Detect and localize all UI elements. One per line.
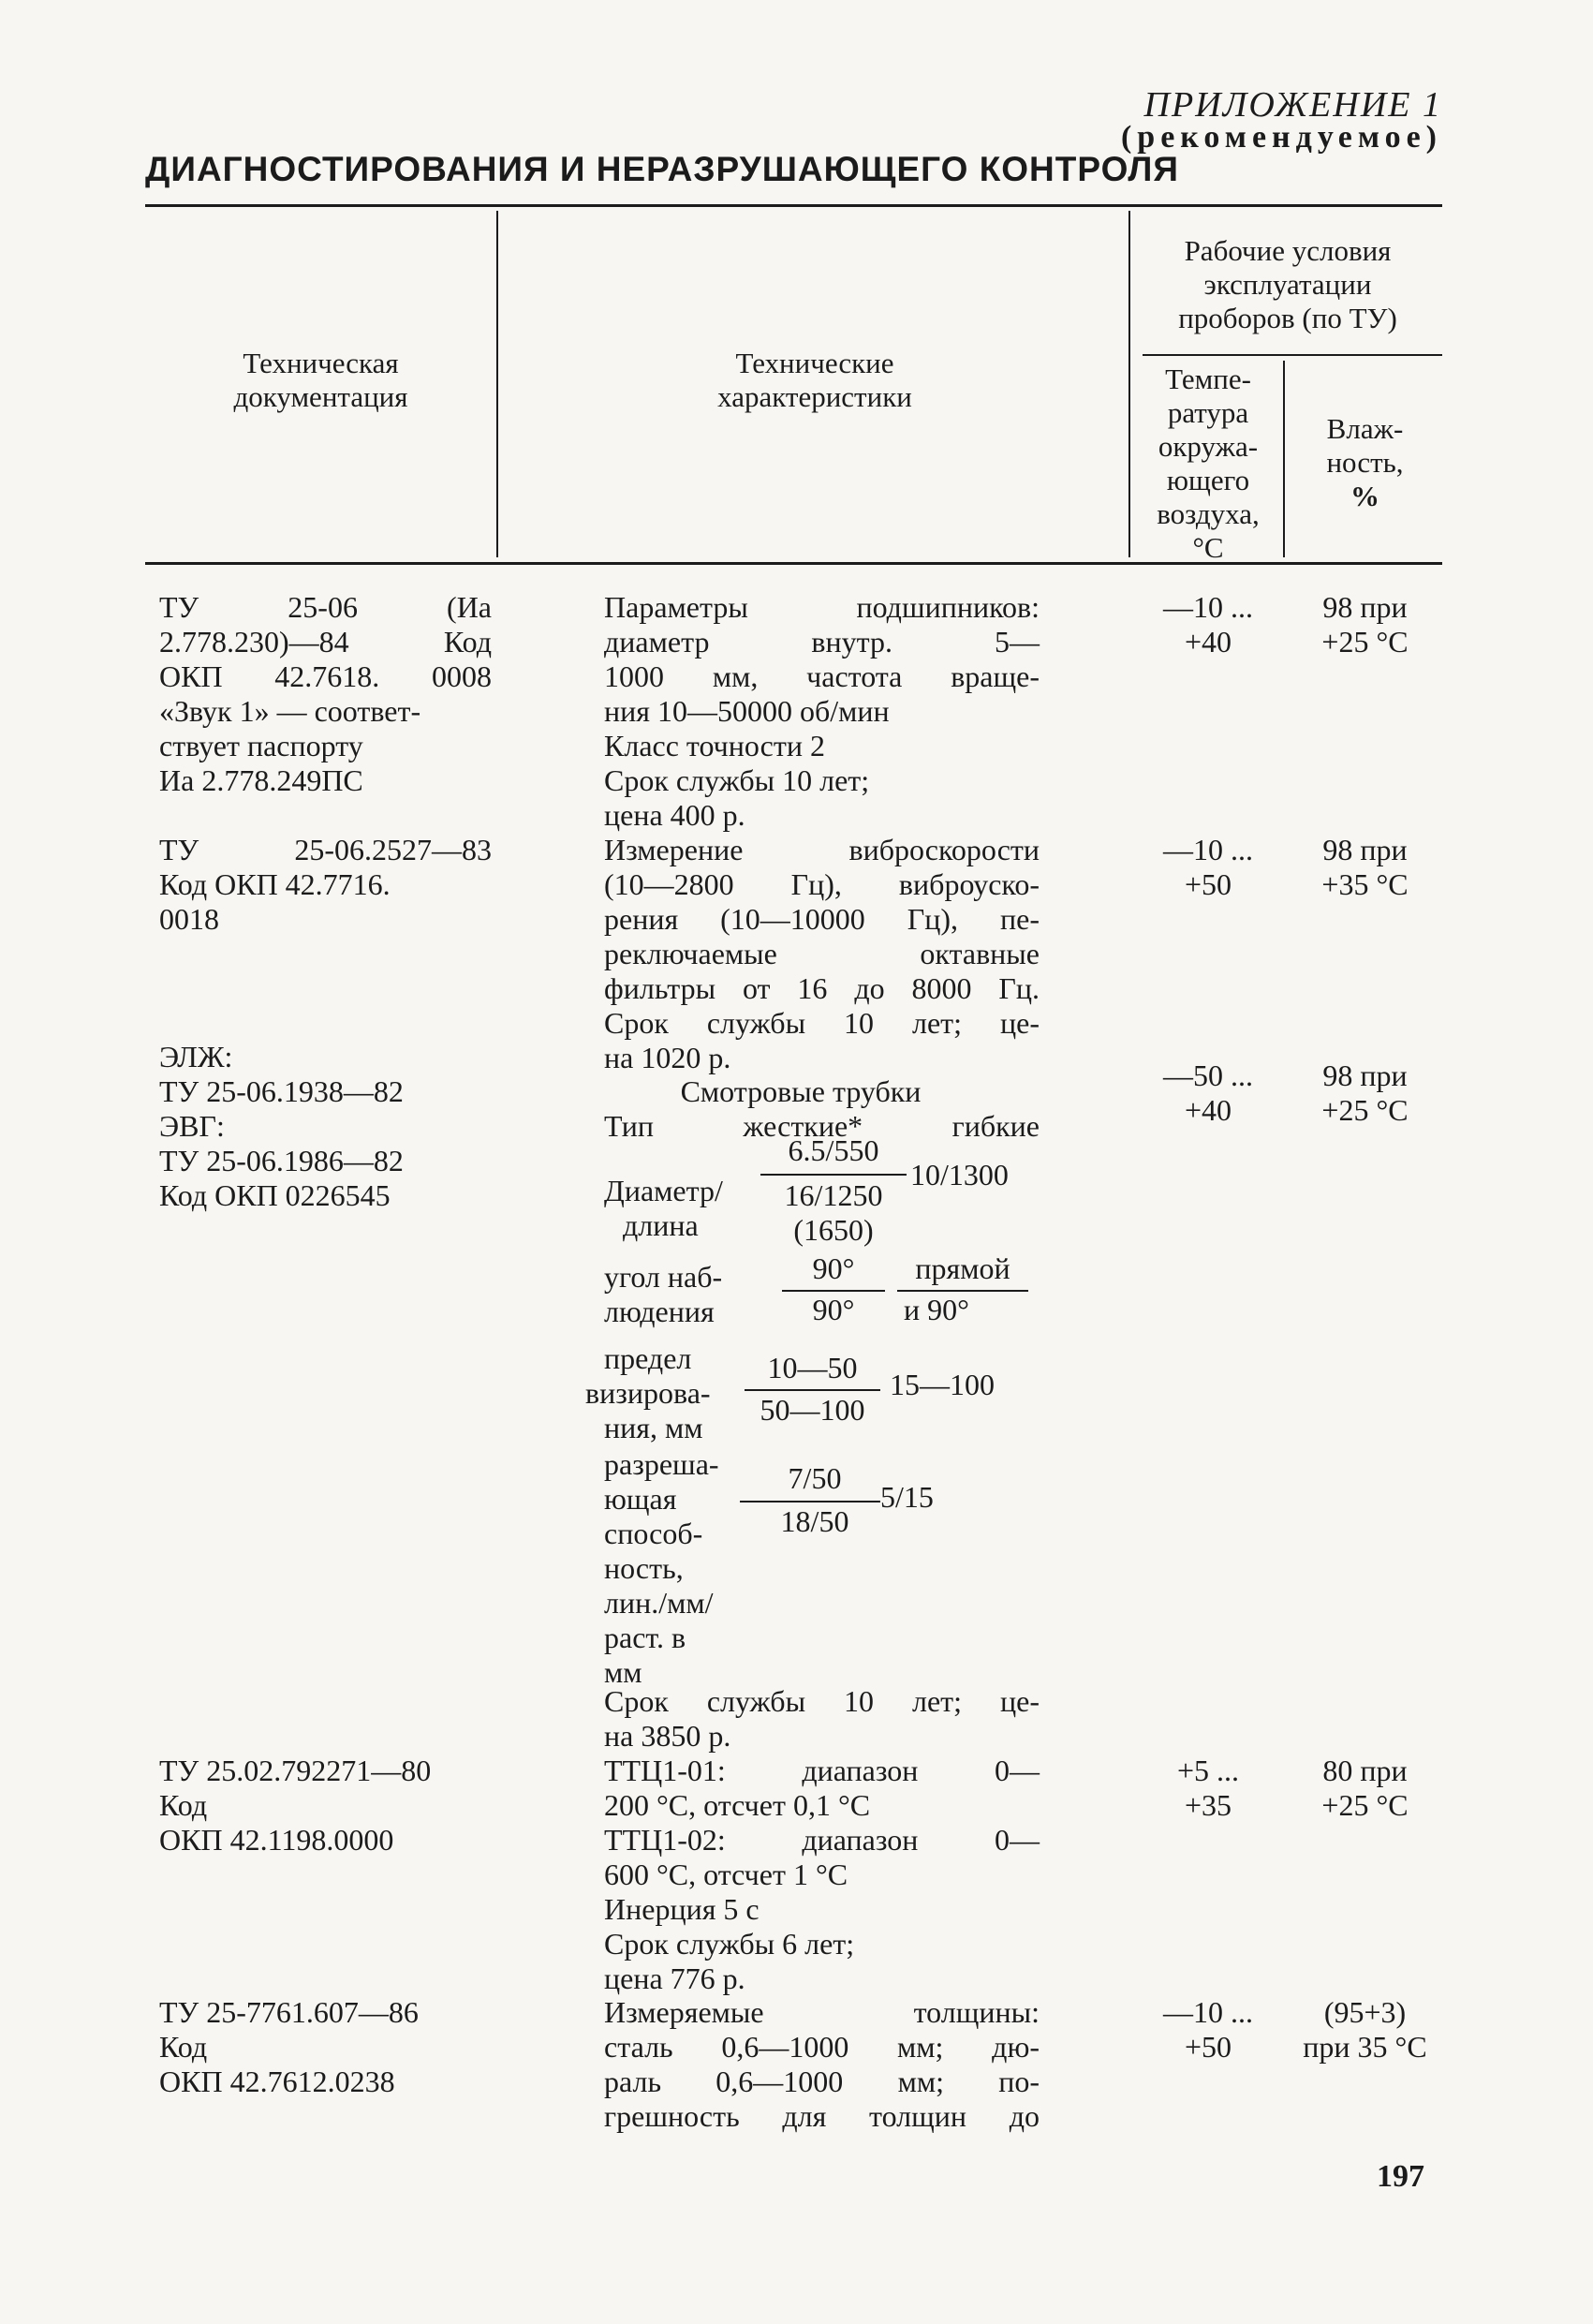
header-hum-line: ность, <box>1326 446 1404 479</box>
row1-doc <box>159 590 492 798</box>
row3-hum-line: +25 °С <box>1321 1093 1409 1127</box>
row2-doc <box>159 833 492 937</box>
header-temp-line: ющего <box>1166 464 1250 496</box>
header-hum-line: Влаж- <box>1326 412 1404 445</box>
row3-doc-line: ЭЛЖ: <box>159 1040 233 1073</box>
diameter-denominator: 16/1250 <box>784 1178 883 1212</box>
range-label-line: ния, мм <box>604 1411 703 1444</box>
row1-hum <box>1288 590 1442 659</box>
table-top-rule <box>145 204 1442 207</box>
resolution-fraction-bar <box>740 1501 880 1502</box>
row5-temp <box>1133 1995 1283 2065</box>
row1-doc-line: 2.778.230)—84 Код <box>159 625 492 659</box>
row2-tech-line: реключаемые октавные <box>604 937 1040 970</box>
diameter-label-line: Диаметр/ <box>604 1174 723 1207</box>
row2-tech-line: рения (10—10000 Гц), пе- <box>604 902 1040 936</box>
row1-temp-line: +40 <box>1184 625 1232 659</box>
header-hum <box>1288 412 1442 513</box>
row4-temp-line: +5 ... <box>1176 1754 1240 1787</box>
type-rigid: жесткие* <box>743 1109 863 1143</box>
row3-tech-tail-line: на 3850 р. <box>604 1719 731 1753</box>
row2-temp-line: —10 ... <box>1163 833 1253 866</box>
row2-hum <box>1288 833 1442 902</box>
row1-tech-line: Срок службы 10 лет; <box>604 763 870 797</box>
appendix-subtitle: (рекомендуемое) <box>1120 120 1442 155</box>
range-label <box>585 1341 745 1445</box>
header-tech <box>506 347 1124 414</box>
resolution-label <box>604 1447 754 1690</box>
row2-tech-line: на 1020 р. <box>604 1041 731 1074</box>
range-flexible: 15—100 <box>890 1368 995 1401</box>
row4-doc-line: ТУ 25.02.792271—80 <box>159 1754 432 1787</box>
header-temp-line: °С <box>1192 531 1224 564</box>
row3-hum <box>1288 1058 1442 1128</box>
header-doc-line: Техническая <box>243 347 399 379</box>
row2-temp-line: +50 <box>1184 867 1232 901</box>
diameter-numerator: 6.5/550 <box>788 1133 879 1167</box>
row3-temp-line: +40 <box>1184 1093 1232 1127</box>
resolution-flexible: 5/15 <box>880 1480 934 1514</box>
row1-temp-line: —10 ... <box>1163 590 1253 624</box>
resolution-label-line: ющая <box>604 1482 677 1516</box>
diameter-label <box>604 1174 782 1243</box>
row4-tech-line: ТТЦ1-01: диапазон 0— <box>604 1754 1040 1787</box>
header-temp-line: ратура <box>1167 396 1249 429</box>
diameter-denominator-2: (1650) <box>793 1213 874 1247</box>
header-tech-line: Технические <box>735 347 894 379</box>
section-title: ДИАГНОСТИРОВАНИЯ И НЕРАЗРУШАЮЩЕГО КОНТРОЛЯ <box>145 150 1179 188</box>
resolution-label-line: лин./мм/ <box>604 1586 714 1620</box>
resolution-label-line: ность, <box>604 1551 684 1585</box>
row1-doc-line: ТУ 25-06 (Иа <box>159 590 492 624</box>
row4-tech-line: 600 °С, отсчет 1 °С <box>604 1858 848 1891</box>
row4-doc <box>159 1754 492 1858</box>
header-conditions-line: эксплуатации <box>1203 268 1372 301</box>
header-conditions-line: Рабочие условия <box>1184 234 1392 267</box>
row4-tech-line: ТТЦ1-02: диапазон 0— <box>604 1823 1040 1857</box>
row4-doc-line: ОКП 42.1198.0000 <box>159 1823 394 1857</box>
conditions-underline <box>1143 354 1442 356</box>
range-fraction-bar <box>745 1389 880 1391</box>
type-flexible: гибкие <box>951 1109 1040 1143</box>
row5-tech-line: раль 0,6—1000 мм; по- <box>604 2065 1040 2098</box>
row1-doc-line: ОКП 42.7618. 0008 <box>159 659 492 693</box>
angle-numerator: 90° <box>812 1251 855 1285</box>
row3-doc-line: ЭВГ: <box>159 1109 225 1143</box>
row1-tech-line: цена 400 р. <box>604 798 745 832</box>
row3-hum-line: 98 при <box>1322 1058 1408 1092</box>
row1-tech-line: Класс точности 2 <box>604 729 825 762</box>
row3-tech-title: Смотровые трубки <box>680 1074 922 1108</box>
header-temp-line: окружа- <box>1158 430 1259 463</box>
angle-flexible-bar <box>897 1290 1028 1292</box>
angle-flexible-numerator: прямой <box>915 1251 1010 1285</box>
row5-tech-line: Измеряемые толщины: <box>604 1995 1040 2029</box>
diameter-flexible: 10/1300 <box>910 1158 1009 1192</box>
header-doc <box>150 347 492 414</box>
row1-tech-line: диаметр внутр. 5— <box>604 625 1040 659</box>
row3-temp-line: —50 ... <box>1163 1058 1253 1092</box>
row2-doc-line: Код ОКП 42.7716. <box>159 867 391 901</box>
row2-tech-line: Срок службы 10 лет; це- <box>604 1006 1040 1040</box>
row5-temp-line: —10 ... <box>1163 1995 1253 2029</box>
resolution-label-line: разреша- <box>604 1447 719 1481</box>
resolution-label-line: способ- <box>604 1517 703 1550</box>
resolution-numerator: 7/50 <box>788 1461 842 1495</box>
angle-denominator: 90° <box>812 1293 855 1326</box>
row5-doc-line: ТУ 25-7761.607—86 <box>159 1995 419 2029</box>
appendix-label: ПРИЛОЖЕНИЕ 1 <box>1143 85 1442 125</box>
row3-doc-line: Код ОКП 0226545 <box>159 1178 391 1212</box>
row4-tech-line: цена 776 р. <box>604 1961 745 1995</box>
row4-tech-line: Срок службы 6 лет; <box>604 1927 855 1961</box>
row2-hum-line: +35 °С <box>1321 867 1409 901</box>
diameter-fraction-bar <box>760 1174 907 1176</box>
header-tech-line: характеристики <box>717 380 912 413</box>
row4-temp-line: +35 <box>1184 1788 1232 1822</box>
row4-tech-line: 200 °С, отсчет 0,1 °С <box>604 1788 871 1822</box>
header-conditions <box>1133 234 1442 335</box>
page-number: 197 <box>1377 2159 1424 2194</box>
range-denominator: 50—100 <box>760 1393 865 1427</box>
row2-tech-line: Измерение виброскорости <box>604 833 1040 866</box>
row1-doc-line: Иа 2.778.249ПС <box>159 763 363 797</box>
column-divider-3 <box>1283 361 1285 557</box>
row5-doc-line: Код <box>159 2030 208 2064</box>
row1-tech-line: Параметры подшипников: <box>604 590 1040 624</box>
row5-doc <box>159 1995 492 2099</box>
row5-hum <box>1288 1995 1442 2065</box>
row3-tech-tail <box>604 1684 1040 1754</box>
header-temp-line: воздуха, <box>1157 497 1260 530</box>
range-label-line: предел <box>604 1341 692 1375</box>
row1-tech <box>604 590 1040 833</box>
row1-doc-line: ствует паспорту <box>159 729 363 762</box>
row5-doc-line: ОКП 42.7612.0238 <box>159 2065 395 2098</box>
row5-temp-line: +50 <box>1184 2030 1232 2064</box>
row4-tech-line: Инерция 5 с <box>604 1892 760 1926</box>
row5-tech-line: сталь 0,6—1000 мм; дю- <box>604 2030 1040 2064</box>
row4-hum-line: 80 при <box>1322 1754 1408 1787</box>
row4-temp <box>1133 1754 1283 1823</box>
row3-temp <box>1133 1058 1283 1128</box>
row1-hum-line: 98 при <box>1322 590 1408 624</box>
row3-doc-line: ТУ 25-06.1986—82 <box>159 1144 404 1177</box>
row1-temp <box>1133 590 1283 659</box>
row4-hum <box>1288 1754 1442 1823</box>
row2-tech-line: фильтры от 16 до 8000 Гц. <box>604 971 1040 1005</box>
header-hum-line: % <box>1350 480 1379 512</box>
row5-hum-line: (95+3) <box>1323 1995 1407 2029</box>
row1-doc-line: «Звук 1» — соответ- <box>159 694 421 728</box>
row5-tech-line: грешность для толщин до <box>604 2099 1040 2133</box>
angle-fraction-bar <box>782 1290 885 1292</box>
row2-doc-line: ТУ 25-06.2527—83 <box>159 833 492 866</box>
row2-tech-line: (10—2800 Гц), виброуско- <box>604 867 1040 901</box>
diameter-label-line: длина <box>623 1208 699 1242</box>
column-divider-1 <box>496 211 498 557</box>
row4-tech <box>604 1754 1040 1996</box>
range-numerator: 10—50 <box>767 1351 858 1384</box>
range-label-line: визирова- <box>585 1376 711 1410</box>
resolution-denominator: 18/50 <box>780 1504 849 1538</box>
row4-hum-line: +25 °С <box>1321 1788 1409 1822</box>
row3-doc <box>159 1040 492 1213</box>
resolution-label-line: раст. в <box>604 1621 686 1654</box>
header-temp-line: Темпе- <box>1165 363 1251 395</box>
column-divider-2 <box>1128 211 1130 557</box>
row5-hum-line: при 35 °С <box>1303 2030 1427 2064</box>
header-doc-line: документация <box>233 380 408 413</box>
row2-hum-line: 98 при <box>1322 833 1408 866</box>
header-temp <box>1133 363 1283 565</box>
row2-tech <box>604 833 1040 1075</box>
angle-label-line: людения <box>604 1295 715 1328</box>
row5-tech <box>604 1995 1040 2134</box>
row2-doc-line: 0018 <box>159 902 219 936</box>
row4-doc-line: Код <box>159 1788 208 1822</box>
row1-tech-line: ния 10—50000 об/мин <box>604 694 890 728</box>
angle-label <box>604 1260 773 1329</box>
type-label: Тип <box>604 1109 654 1143</box>
row1-hum-line: +25 °С <box>1321 625 1409 659</box>
row1-tech-line: 1000 мм, частота враще- <box>604 659 1040 693</box>
resolution-label-line: мм <box>604 1655 642 1689</box>
row3-doc-line: ТУ 25-06.1938—82 <box>159 1074 404 1108</box>
row3-tech-tail-line: Срок службы 10 лет; це- <box>604 1684 1040 1718</box>
angle-flexible-denominator: и 90° <box>904 1293 969 1326</box>
angle-label-line: угол наб- <box>604 1260 723 1294</box>
row2-temp <box>1133 833 1283 902</box>
header-conditions-line: проборов (по ТУ) <box>1178 302 1397 334</box>
